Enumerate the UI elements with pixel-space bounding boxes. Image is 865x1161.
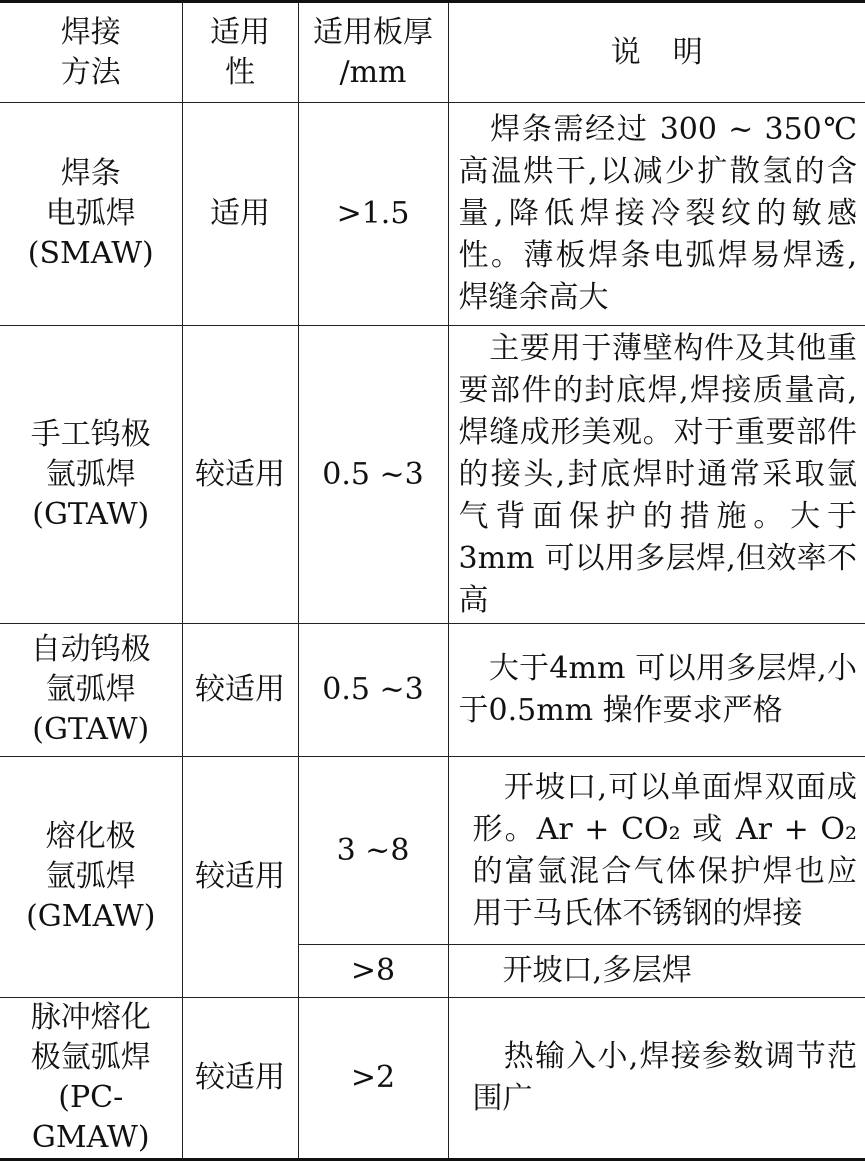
thickness-cell: >1.5	[298, 103, 448, 326]
description-cell	[448, 103, 865, 326]
thickness-cell: 0.5 ~3	[298, 326, 448, 624]
table-row	[0, 103, 865, 326]
applicability-cell: 较适用	[182, 624, 298, 757]
description-text: 开坡口,可以单面焊双面成形。Ar + CO₂ 或 Ar + O₂ 的富氩混合气体保护焊也应用于马氏体不锈钢的焊接	[473, 770, 858, 931]
method-line: (SMAW)	[0, 234, 182, 274]
applicability-cell: 较适用	[182, 326, 298, 624]
header-method	[0, 2, 182, 103]
table-header-row	[0, 2, 865, 103]
table-row	[0, 624, 865, 757]
description-cell	[448, 945, 865, 998]
method-line: 极氩弧焊	[0, 1038, 182, 1078]
header-thickness	[298, 2, 448, 103]
method-cell	[0, 757, 182, 998]
method-line: 氩弧焊	[0, 455, 182, 495]
method-line: 手工钨极	[0, 415, 182, 455]
method-cell	[0, 624, 182, 757]
description-cell	[448, 757, 865, 945]
description-text: 主要用于薄壁构件及其他重要部件的封底焊,焊接质量高,焊缝成形美观。对于重要部件的接头,封底焊时通常采取氩气背面保护的措施。大于 3mm 可以用多层焊,但效率不高	[459, 331, 858, 618]
description-cell	[448, 998, 865, 1160]
description-cell	[448, 326, 865, 624]
method-line: 自动钨极	[0, 630, 182, 670]
description-cell	[448, 624, 865, 757]
description-text: 热输入小,焊接参数调节范围广	[473, 1039, 858, 1116]
header-method-line-1: 焊接	[0, 13, 182, 53]
table-row	[0, 757, 865, 945]
header-applicability-line-2: 性	[183, 53, 298, 93]
method-line: (GTAW)	[0, 710, 182, 750]
header-method-line-2: 方法	[0, 53, 182, 93]
method-cell	[0, 326, 182, 624]
header-applicability	[182, 2, 298, 103]
header-applicability-line-1: 适用	[183, 13, 298, 53]
method-line: 脉冲熔化	[0, 998, 182, 1038]
description-text: 大于4mm 可以用多层焊,小于0.5mm 操作要求严格	[459, 651, 858, 728]
header-thickness-line-2: /mm	[299, 53, 448, 93]
thickness-cell: >2	[298, 998, 448, 1160]
applicability-cell: 较适用	[182, 998, 298, 1160]
applicability-cell: 适用	[182, 103, 298, 326]
method-line: 电弧焊	[0, 194, 182, 234]
method-line: (PC-GMAW)	[0, 1078, 182, 1158]
table-row	[0, 998, 865, 1160]
method-line: (GMAW)	[0, 897, 182, 937]
applicability-cell: 较适用	[182, 757, 298, 998]
method-cell	[0, 998, 182, 1160]
thickness-cell: 3 ~8	[298, 757, 448, 945]
description-text: 开坡口,多层焊	[503, 953, 693, 988]
thickness-cell: >8	[298, 945, 448, 998]
method-line: (GTAW)	[0, 495, 182, 535]
method-line: 氩弧焊	[0, 857, 182, 897]
method-line: 焊条	[0, 154, 182, 194]
method-line: 熔化极	[0, 817, 182, 857]
header-description	[448, 2, 865, 103]
header-description-label: 说明	[449, 33, 865, 73]
method-line: 氩弧焊	[0, 670, 182, 710]
method-cell	[0, 103, 182, 326]
description-text: 焊条需经过 300 ~ 350℃ 高温烘干,以减少扩散氢的含量,降低焊接冷裂纹的敏感性。薄板焊条电弧焊易焊透,焊缝余高大	[459, 112, 858, 315]
header-thickness-line-1: 适用板厚	[299, 13, 448, 53]
table-row	[0, 326, 865, 624]
thickness-cell: 0.5 ~3	[298, 624, 448, 757]
